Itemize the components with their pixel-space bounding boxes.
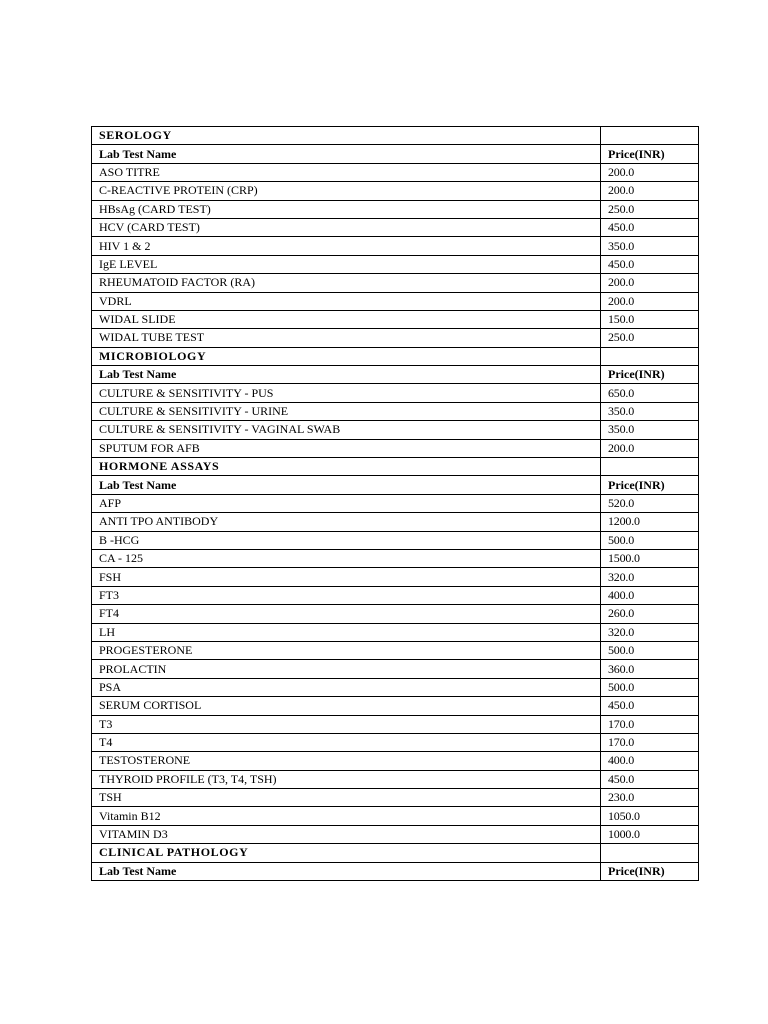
column-header-row (92, 366, 699, 384)
table-row (92, 752, 699, 770)
table-row (92, 770, 699, 788)
price-cell: 250.0 (601, 200, 699, 218)
test-name-cell: ANTI TPO ANTIBODY (92, 513, 601, 531)
test-name-cell: PROGESTERONE (92, 641, 601, 659)
test-name-cell: CA - 125 (92, 549, 601, 567)
price-cell: 1500.0 (601, 549, 699, 567)
price-cell: 170.0 (601, 733, 699, 751)
test-name-cell: HCV (CARD TEST) (92, 218, 601, 236)
section-row-serology (92, 127, 699, 145)
section-title: HORMONE ASSAYS (92, 458, 601, 476)
section-row-clinical-pathology (92, 844, 699, 862)
price-cell: 260.0 (601, 605, 699, 623)
section-title-empty-cell (601, 458, 699, 476)
test-name-cell: PROLACTIN (92, 660, 601, 678)
test-name-cell: LH (92, 623, 601, 641)
price-cell: 200.0 (601, 292, 699, 310)
price-cell: 500.0 (601, 678, 699, 696)
price-cell: 250.0 (601, 329, 699, 347)
column-header-row (92, 145, 699, 163)
table-row (92, 660, 699, 678)
table-row (92, 549, 699, 567)
table-row (92, 274, 699, 292)
table-row (92, 402, 699, 420)
price-cell: 350.0 (601, 237, 699, 255)
price-cell: 350.0 (601, 421, 699, 439)
test-name-cell: CULTURE & SENSITIVITY - URINE (92, 402, 601, 420)
table-row (92, 200, 699, 218)
price-cell: 400.0 (601, 752, 699, 770)
table-row (92, 255, 699, 273)
test-name-cell: WIDAL SLIDE (92, 310, 601, 328)
price-cell: 320.0 (601, 623, 699, 641)
table-row (92, 789, 699, 807)
table-row (92, 605, 699, 623)
section-title: SEROLOGY (92, 127, 601, 145)
column-header-test-name: Lab Test Name (92, 366, 601, 384)
price-cell: 400.0 (601, 586, 699, 604)
table-row (92, 292, 699, 310)
table-row (92, 807, 699, 825)
price-cell: 200.0 (601, 274, 699, 292)
test-name-cell: CULTURE & SENSITIVITY - VAGINAL SWAB (92, 421, 601, 439)
table-row (92, 641, 699, 659)
column-header-row (92, 862, 699, 880)
price-cell: 450.0 (601, 255, 699, 273)
table-row (92, 623, 699, 641)
test-name-cell: VDRL (92, 292, 601, 310)
test-name-cell: ASO TITRE (92, 163, 601, 181)
price-cell: 1000.0 (601, 825, 699, 843)
table-row (92, 439, 699, 457)
column-header-price: Price(INR) (601, 476, 699, 494)
section-title-empty-cell (601, 127, 699, 145)
test-name-cell: B -HCG (92, 531, 601, 549)
price-cell: 200.0 (601, 439, 699, 457)
test-name-cell: PSA (92, 678, 601, 696)
table-row (92, 494, 699, 512)
price-cell: 450.0 (601, 218, 699, 236)
section-title-empty-cell (601, 844, 699, 862)
test-name-cell: SPUTUM FOR AFB (92, 439, 601, 457)
table-row (92, 163, 699, 181)
test-name-cell: VITAMIN D3 (92, 825, 601, 843)
price-cell: 320.0 (601, 568, 699, 586)
price-cell: 150.0 (601, 310, 699, 328)
price-cell: 650.0 (601, 384, 699, 402)
test-name-cell: HIV 1 & 2 (92, 237, 601, 255)
test-name-cell: TSH (92, 789, 601, 807)
table-row (92, 310, 699, 328)
column-header-price: Price(INR) (601, 862, 699, 880)
test-name-cell: CULTURE & SENSITIVITY - PUS (92, 384, 601, 402)
test-name-cell: TESTOSTERONE (92, 752, 601, 770)
table-row (92, 715, 699, 733)
table-row (92, 329, 699, 347)
price-cell: 450.0 (601, 697, 699, 715)
test-name-cell: C-REACTIVE PROTEIN (CRP) (92, 182, 601, 200)
table-row (92, 218, 699, 236)
table-row (92, 733, 699, 751)
test-name-cell: T3 (92, 715, 601, 733)
price-cell: 200.0 (601, 182, 699, 200)
price-cell: 1050.0 (601, 807, 699, 825)
column-header-test-name: Lab Test Name (92, 476, 601, 494)
test-name-cell: Vitamin B12 (92, 807, 601, 825)
table-row (92, 825, 699, 843)
section-row-microbiology (92, 347, 699, 365)
lab-test-price-table (91, 126, 699, 881)
section-row-hormone-assays (92, 458, 699, 476)
table-row (92, 513, 699, 531)
table-row (92, 384, 699, 402)
table-row (92, 237, 699, 255)
column-header-test-name: Lab Test Name (92, 145, 601, 163)
column-header-test-name: Lab Test Name (92, 862, 601, 880)
section-title-empty-cell (601, 347, 699, 365)
table-row (92, 182, 699, 200)
section-title: CLINICAL PATHOLOGY (92, 844, 601, 862)
table-row (92, 531, 699, 549)
column-header-price: Price(INR) (601, 145, 699, 163)
price-cell: 200.0 (601, 163, 699, 181)
price-cell: 1200.0 (601, 513, 699, 531)
test-name-cell: FT3 (92, 586, 601, 604)
test-name-cell: FT4 (92, 605, 601, 623)
test-name-cell: T4 (92, 733, 601, 751)
price-cell: 360.0 (601, 660, 699, 678)
price-cell: 520.0 (601, 494, 699, 512)
table-row (92, 421, 699, 439)
table-row (92, 568, 699, 586)
price-cell: 500.0 (601, 531, 699, 549)
test-name-cell: THYROID PROFILE (T3, T4, TSH) (92, 770, 601, 788)
price-cell: 350.0 (601, 402, 699, 420)
test-name-cell: AFP (92, 494, 601, 512)
price-table-body (92, 127, 699, 881)
price-cell: 450.0 (601, 770, 699, 788)
section-title: MICROBIOLOGY (92, 347, 601, 365)
test-name-cell: SERUM CORTISOL (92, 697, 601, 715)
column-header-price: Price(INR) (601, 366, 699, 384)
table-row (92, 586, 699, 604)
table-row (92, 697, 699, 715)
test-name-cell: HBsAg (CARD TEST) (92, 200, 601, 218)
test-name-cell: RHEUMATOID FACTOR (RA) (92, 274, 601, 292)
table-row (92, 678, 699, 696)
column-header-row (92, 476, 699, 494)
test-name-cell: FSH (92, 568, 601, 586)
test-name-cell: WIDAL TUBE TEST (92, 329, 601, 347)
price-cell: 170.0 (601, 715, 699, 733)
price-cell: 230.0 (601, 789, 699, 807)
test-name-cell: IgE LEVEL (92, 255, 601, 273)
price-cell: 500.0 (601, 641, 699, 659)
